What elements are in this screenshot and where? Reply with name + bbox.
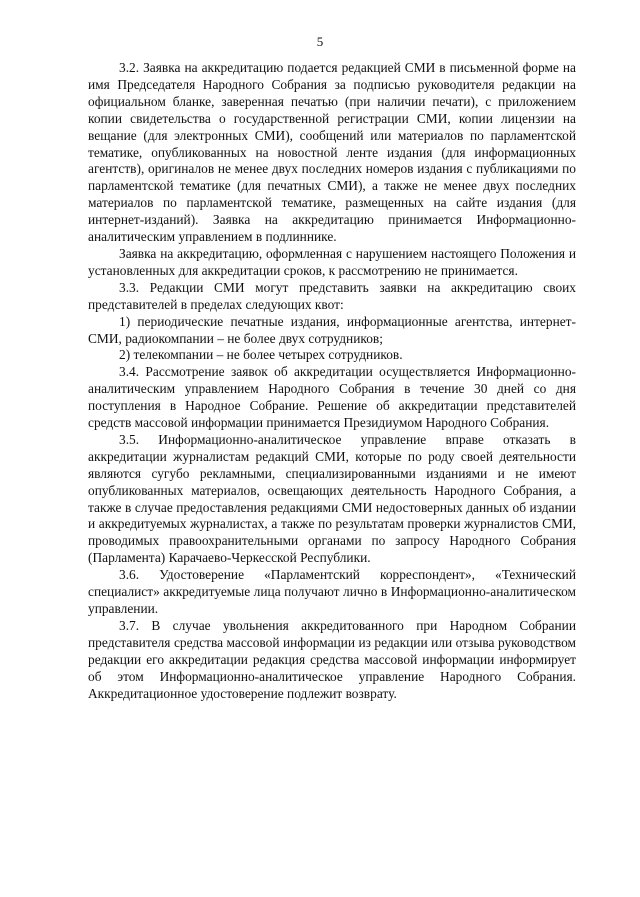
page-number: 5 bbox=[316, 34, 324, 49]
quota-item-1: 1) периодические печатные издания, информационные агентства, интернет-СМИ, радиокомпании – не более двух сотрудников; bbox=[88, 313, 576, 346]
paragraph-3-6: 3.6. Удостоверение «Парламентский корреспондент», «Технический специалист» аккредитуемые лица получают лично в Информационно-аналитическом управлении. bbox=[88, 567, 576, 616]
paragraph-3-5: 3.5. Информационно-аналитическое управление вправе отказать в аккредитации журналистам редакций СМИ, которые по роду своей деятельности являются сугубо рекламными, специализированными изданиями и не имеют опубликованных материалов, освещающих деятельность Народного Собрания, а также в случае предоставления редакциями СМИ недостоверных данных об издании и аккредитуемых журналистах, а также по результатам проверки журналистов СМИ, проводимых правоохранительными органами по запросу Народного Собрания (Парламента) Карачаево-Черкесской Республики. bbox=[88, 431, 576, 566]
quota-item-2: 2) телекомпании – не более четырех сотрудников. bbox=[119, 347, 403, 363]
paragraph-3-4: 3.4. Рассмотрение заявок об аккредитации осуществляется Информационно-аналитическим управлением Народного Собрания в течение 30 дней со дня поступления в Народное Собрание. Решение об аккредитации представителей средств массовой информации принимается Президиумом Народного Собрания. bbox=[88, 364, 576, 431]
paragraph-3-2: 3.2. Заявка на аккредитацию подается редакцией СМИ в письменной форме на имя Председателя Народного Собрания за подписью руководителя редакции на официальном бланке, заверенная печатью (при наличии печати), с приложением копии свидетельства о государственной регистрации СМИ, копии лицензии на вещание (для электронных СМИ), сообщений или материалов по парламентской тематике, опубликованных на новостной ленте издания (для информационных агентств), оригиналов не менее двух последних номеров издания с публикациями по парламентской тематике (для печатных СМИ), а также не менее двух последних материалов по парламентской тематике, размещенных на сайте издания (для интернет-изданий). Заявка на аккредитацию принимается Информационно-аналитическим управлением в подлиннике. bbox=[88, 60, 576, 245]
paragraph-3-7: 3.7. В случае увольнения аккредитованного при Народном Собрании представителя средства массовой информации из редакции или отзыва руководством редакции его аккредитации редакция средства массовой информации информирует об этом Информационно-аналитическое управление Народного Собрания. Аккредитационное удостоверение подлежит возврату. bbox=[88, 617, 576, 701]
paragraph-application-rejection: Заявка на аккредитацию, оформленная с нарушением настоящего Положения и установленных для аккредитации сроков, к рассмотрению не принимается. bbox=[88, 245, 576, 278]
document-body bbox=[88, 60, 576, 702]
paragraph-3-3: 3.3. Редакции СМИ могут представить заявки на аккредитацию своих представителей в пределах следующих квот: bbox=[88, 279, 576, 312]
